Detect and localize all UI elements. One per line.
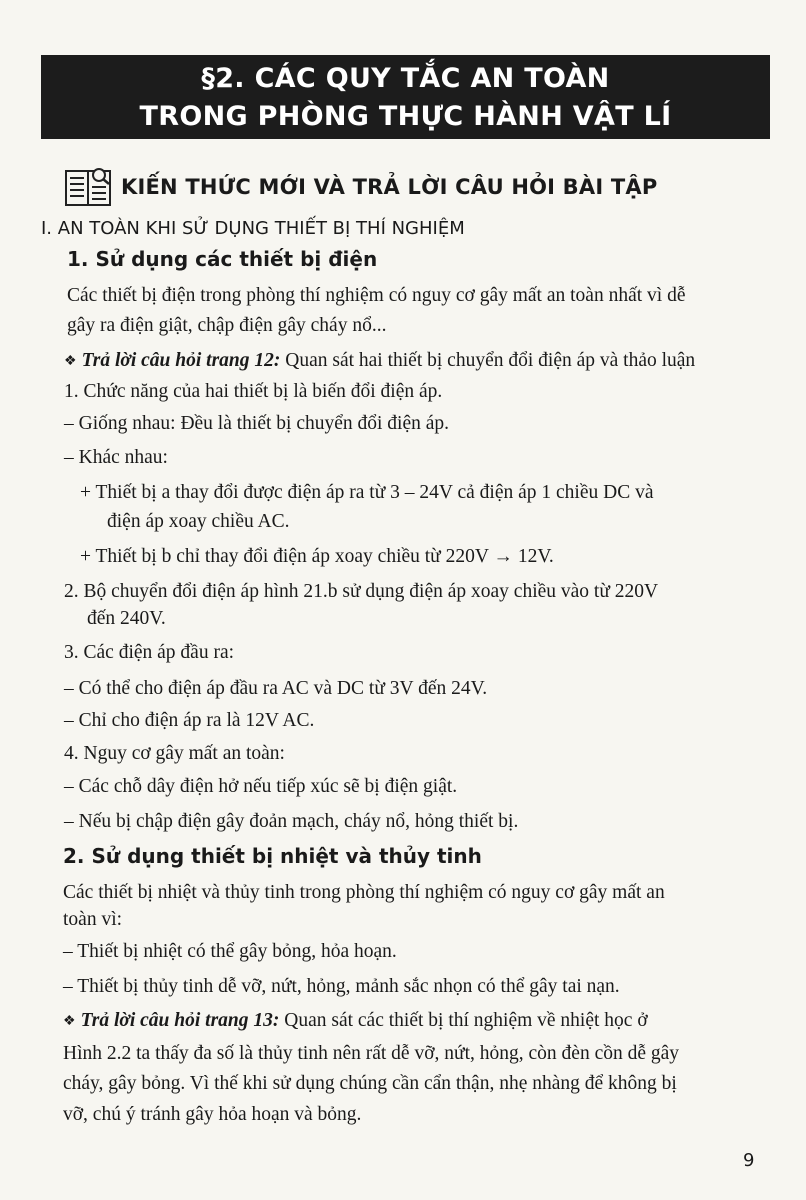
title-line-1: §2. CÁC QUY TẮC AN TOÀN (201, 63, 610, 94)
sub1-line-14: – Nếu bị chập điện gây đoản mạch, cháy nổ, hỏng thiết bị. (64, 811, 519, 832)
sub2-answer-text: Quan sát các thiết bị thí nghiệm về nhiệt học ở (279, 1010, 648, 1031)
sub2-answer-line-4: vỡ, chú ý tránh gây hỏa hoạn và bỏng. (63, 1104, 362, 1125)
sub1-answer-label: Trả lời câu hỏi trang 12: (81, 350, 281, 371)
sub2-line-1: – Thiết bị nhiệt có thể gây bỏng, hỏa hoạn. (63, 941, 397, 962)
sub1-line-2: – Giống nhau: Đều là thiết bị chuyển đổi điện áp. (64, 413, 450, 434)
section-heading-text: KIẾN THỨC MỚI VÀ TRẢ LỜI CÂU HỎI BÀI TẬP (121, 175, 658, 199)
sub1-line-11: – Chỉ cho điện áp ra là 12V AC. (64, 710, 315, 731)
title-line-2: TRONG PHÒNG THỰC HÀNH VẬT LÍ (139, 101, 672, 132)
sub2-answer-line-3: cháy, gây bỏng. Vì thế khi sử dụng chúng cần cẩn thận, nhẹ nhàng để không bị (63, 1073, 677, 1094)
sub1-line-1: 1. Chức năng của hai thiết bị là biến đổi điện áp. (64, 381, 443, 402)
sub1-line-9: 3. Các điện áp đầu ra: (64, 642, 235, 663)
sub2-intro-2: toàn vì: (63, 909, 123, 930)
sub1-line-3: – Khác nhau: (64, 447, 168, 468)
diamond-bullet-icon: ❖ (64, 354, 77, 369)
sub2-answer (63, 1009, 648, 1035)
sub1-heading: 1. Sử dụng các thiết bị điện (67, 247, 378, 271)
sub1-intro-1: Các thiết bị điện trong phòng thí nghiệm có nguy cơ gây mất an toàn nhất vì dễ (67, 285, 686, 306)
sub1-line-5: điện áp xoay chiều AC. (107, 511, 290, 532)
section-heading (63, 165, 657, 209)
diamond-bullet-icon: ❖ (63, 1014, 76, 1029)
sub1-line-4: + Thiết bị a thay đổi được điện áp ra từ 3 – 24V cả điện áp 1 chiều DC và (80, 482, 654, 503)
sub1-answer (64, 349, 695, 375)
sub1-line-13: – Các chỗ dây điện hở nếu tiếp xúc sẽ bị điện giật. (64, 776, 458, 797)
sub2-answer-line-2: Hình 2.2 ta thấy đa số là thủy tinh nên rất dễ vỡ, nứt, hỏng, còn đèn cồn dễ gây (63, 1043, 680, 1064)
sub1-intro-2: gây ra điện giật, chập điện gây cháy nổ... (67, 315, 387, 336)
sub1-answer-text: Quan sát hai thiết bị chuyển đổi điện áp và thảo luận (280, 350, 696, 371)
sub2-intro-1: Các thiết bị nhiệt và thủy tinh trong phòng thí nghiệm có nguy cơ gây mất an (63, 882, 665, 903)
sub2-answer-label: Trả lời câu hỏi trang 13: (80, 1010, 280, 1031)
sub2-line-2: – Thiết bị thủy tinh dễ vỡ, nứt, hỏng, mảnh sắc nhọn có thể gây tai nạn. (63, 976, 620, 997)
page-number: 9 (743, 1150, 755, 1171)
book-magnifier-icon (63, 165, 115, 209)
sub1-line-6: + Thiết bị b chỉ thay đổi điện áp xoay chiều từ 220V → 12V. (80, 546, 554, 567)
sub1-line-10: – Có thể cho điện áp đầu ra AC và DC từ 3V đến 24V. (64, 678, 488, 699)
sub1-line-8: đến 240V. (87, 608, 166, 629)
title-banner (41, 55, 770, 139)
sub2-heading: 2. Sử dụng thiết bị nhiệt và thủy tinh (63, 844, 482, 868)
sub1-line-12: 4. Nguy cơ gây mất an toàn: (64, 743, 285, 764)
part1-heading: I. AN TOÀN KHI SỬ DỤNG THIẾT BỊ THÍ NGHIỆM (41, 218, 465, 239)
sub1-line-7: 2. Bộ chuyển đổi điện áp hình 21.b sử dụng điện áp xoay chiều vào từ 220V (64, 581, 659, 602)
